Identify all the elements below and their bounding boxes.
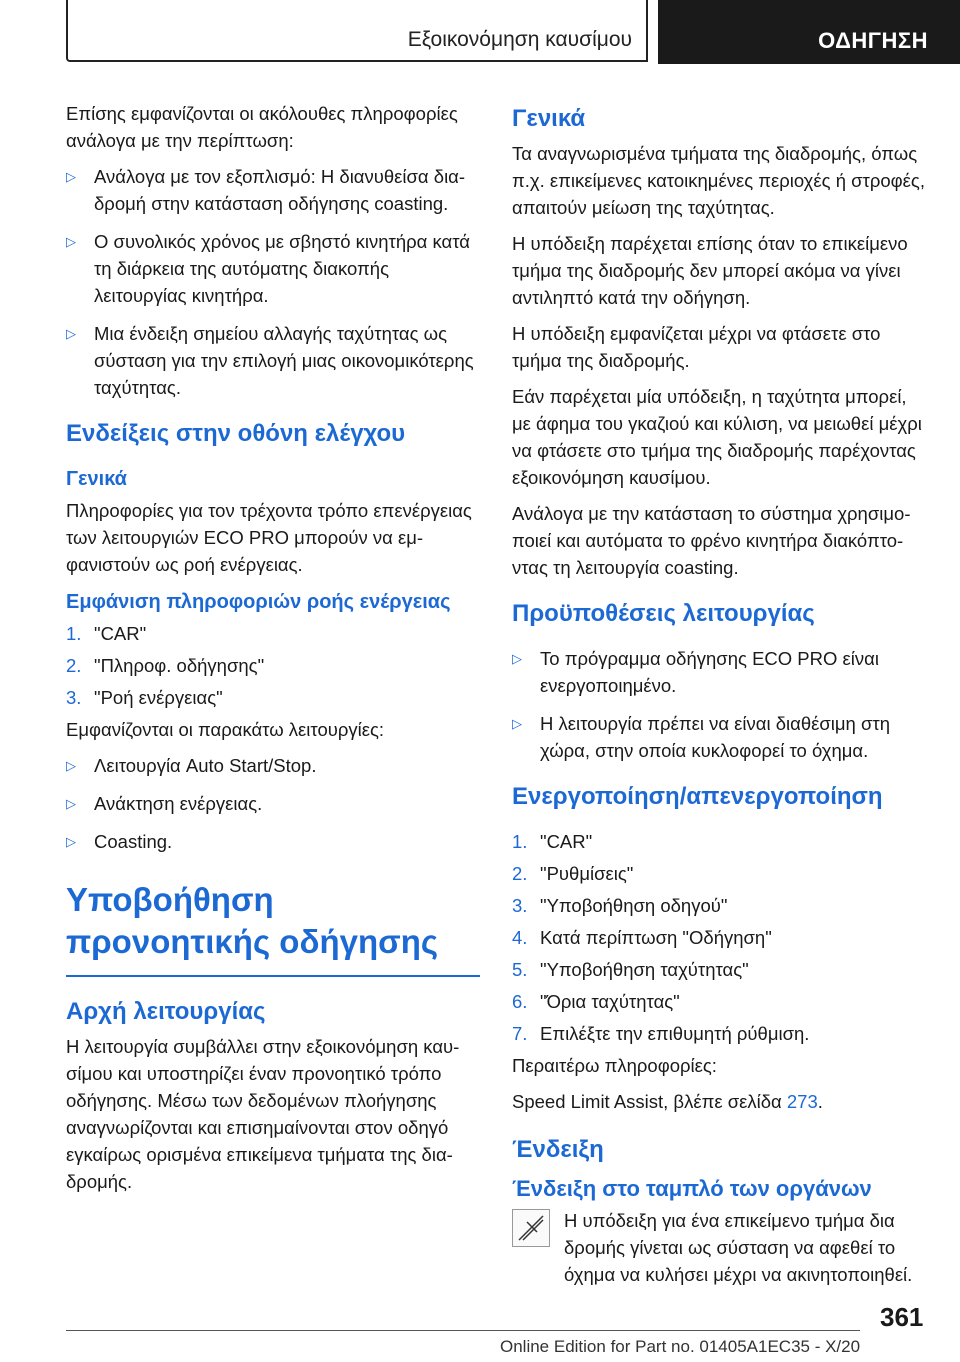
page-number: 361 bbox=[880, 1302, 924, 1332]
list-item: ▷ Ανάλογα με τον εξοπλισμό: Η διανυθείσα διαδρομή στην κατάσταση οδήγησης coasting. bbox=[66, 163, 480, 217]
list-item: ▷ Η λειτουργία πρέπει να είναι διαθέσιμη στη χώρα, στην οποία κυκλοφορεί το όχημα. bbox=[512, 710, 926, 764]
section-heading-principle: Αρχή λειτουργίας bbox=[66, 998, 266, 1025]
section-heading-prerequisites: Προϋποθέσεις λειτουργίας bbox=[512, 600, 815, 627]
flow-steps-list bbox=[66, 620, 480, 711]
paragraph: Εάν παρέχεται μία υπόδειξη, η ταχύτητα μπορεί, με άφημα του γκαζιού και κύλιση, να μειωθεί μέχρι να φτάσετε στο τμήμα της διαδρομής παρέχοντας εξοικονόμηση καυσίμου. bbox=[512, 386, 922, 488]
section-heading-toggle: Ενεργοποίηση/απενεργοποίηση bbox=[512, 783, 883, 810]
right-column bbox=[512, 100, 926, 1288]
list-item: 3. "Υποβοήθηση οδηγού" bbox=[512, 895, 728, 916]
triangle-bullet-icon: ▷ bbox=[512, 716, 522, 731]
list-item: 6. "Όρια ταχύτητας" bbox=[512, 991, 680, 1012]
info-bullet-list bbox=[66, 163, 480, 401]
triangle-bullet-icon: ▷ bbox=[66, 758, 76, 773]
triangle-bullet-icon: ▷ bbox=[66, 834, 76, 849]
triangle-bullet-icon: ▷ bbox=[66, 326, 76, 341]
list-item: ▷ Το πρόγραμμα οδήγησης ECO PRO είναι ενεργοποιημένο. bbox=[512, 645, 926, 699]
triangle-bullet-icon: ▷ bbox=[66, 234, 76, 249]
list-item: 4. Κατά περίπτωση "Οδήγηση" bbox=[512, 927, 772, 948]
triangle-bullet-icon: ▷ bbox=[66, 169, 76, 184]
list-item: 1. "CAR" bbox=[66, 623, 147, 644]
list-item: ▷ Ανάκτηση ενέργειας. bbox=[66, 790, 480, 817]
cluster-text-line: όχημα να κυλήσει μέχρι να ακινητοποιηθεί. bbox=[564, 1264, 913, 1285]
coasting-hint-icon bbox=[512, 1209, 550, 1247]
cluster-text-line: Η υπόδειξη για ένα επικείμενο τμήμα δια bbox=[564, 1210, 895, 1231]
section-heading-display: Ενδείξεις στην οθόνη ελέγχου bbox=[66, 420, 406, 447]
section-tab bbox=[66, 0, 648, 62]
paragraph: Ανάλογα με την κατάσταση το σύστημα χρησιμοποιεί και αυτόματα το φρένο κινητήρα διακόπτοντας τη λειτουργία coasting. bbox=[512, 503, 911, 578]
cluster-indication-block bbox=[512, 1207, 926, 1288]
section-tab-label: Εξοικονόμηση καυσίμου bbox=[407, 28, 632, 51]
chapter-heading-assist: Υποβοήθηση προνοητικής οδήγησης bbox=[66, 879, 480, 977]
page-link[interactable]: 273 bbox=[786, 1091, 818, 1112]
more-info-text: Περαιτέρω πληροφορίες: bbox=[512, 1055, 717, 1076]
functions-bullet-list bbox=[66, 752, 480, 855]
list-item: 5. "Υποβοήθηση ταχύτητας" bbox=[512, 959, 749, 980]
footer-edition: Online Edition for Part no. 01405A1EC35 - X/20 bbox=[500, 1337, 861, 1356]
principle-text: Η λειτουργία συμβάλλει στην εξοικονόμηση καυσίμου και υποστηρίζει έναν προνοητικό τρόπο οδήγησης. Μέσω των δεδομένων πλοήγησης αναγνωρίζονται και επισημαίνονται στον οδηγό εγκαίρως ορισμένα επικείμενα τμήματα της διαδρομής. bbox=[66, 1036, 460, 1192]
section-heading-indication: Ένδειξη bbox=[512, 1136, 604, 1163]
footer-divider bbox=[66, 1330, 860, 1331]
speed-limit-reference: Speed Limit Assist, βλέπε σελίδα 273. bbox=[512, 1091, 823, 1112]
prerequisites-list bbox=[512, 645, 926, 764]
list-item: ▷ Μια ένδειξη σημείου αλλαγής ταχύτητας ως σύσταση για την επιλογή μιας οικονομικότερης ταχύτητας. bbox=[66, 320, 480, 401]
triangle-bullet-icon: ▷ bbox=[66, 796, 76, 811]
subheading-energy-flow: Εμφάνιση πληροφοριών ροής ενέργειας bbox=[66, 591, 451, 613]
list-item: 1. "CAR" bbox=[512, 831, 593, 852]
list-item: 2. "Πληροφ. οδήγησης" bbox=[66, 655, 265, 676]
paragraph: Τα αναγνωρισμένα τμήματα της διαδρομής, όπως π.χ. επικείμενες κατοικημένες περιοχές ή στροφές, απαιτούν μείωση της ταχύτητας. bbox=[512, 143, 925, 218]
cluster-text-line: δρομής γίνεται ως σύσταση να αφεθεί το bbox=[564, 1237, 896, 1258]
paragraph: Η υπόδειξη εμφανίζεται μέχρι να φτάσετε στο τμήμα της διαδρομής. bbox=[512, 323, 881, 371]
list-item: ▷ Coasting. bbox=[66, 828, 480, 855]
list-item: ▷ Λειτουργία Auto Start/Stop. bbox=[66, 752, 480, 779]
triangle-bullet-icon: ▷ bbox=[512, 651, 522, 666]
subheading-general: Γενικά bbox=[66, 468, 127, 490]
list-item: ▷ Ο συνολικός χρόνος με σβηστό κινητήρα κατά τη διάρκεια της αυτόματης διακοπής λειτουργίας κινητήρα. bbox=[66, 228, 480, 309]
page-header bbox=[66, 0, 960, 64]
chapter-tab-label: ΟΔΗΓΗΣΗ bbox=[818, 28, 928, 53]
section-heading-general: Γενικά bbox=[512, 105, 586, 132]
chapter-tab bbox=[658, 0, 960, 64]
intro-text: Επίσης εμφανίζονται οι ακόλουθες πληροφορίες ανάλογα με την περίπτωση: bbox=[66, 103, 458, 151]
list-item: 7. Επιλέξτε την επιθυμητή ρύθμιση. bbox=[512, 1023, 810, 1044]
shown-functions-text: Εμφανίζονται οι παρακάτω λειτουργίες: bbox=[66, 719, 385, 740]
general-text: Πληροφορίες για τον τρέχοντα τρόπο επενέργειας των λειτουργιών ECO PRO μπορούν να εμφανιστούν ως ροή ενέργειας. bbox=[66, 500, 472, 575]
list-item: 3. "Ροή ενέργειας" bbox=[66, 687, 223, 708]
left-column bbox=[66, 100, 480, 1204]
paragraph: Η υπόδειξη παρέχεται επίσης όταν το επικείμενο τμήμα της διαδρομής δεν μπορεί ακόμα να γίνει αντιληπτό κατά την οδήγηση. bbox=[512, 233, 908, 308]
list-item: 2. "Ρυθμίσεις" bbox=[512, 863, 634, 884]
subheading-cluster: Ένδειξη στο ταμπλό των οργάνων bbox=[512, 1176, 872, 1201]
toggle-steps-list bbox=[512, 828, 926, 1047]
